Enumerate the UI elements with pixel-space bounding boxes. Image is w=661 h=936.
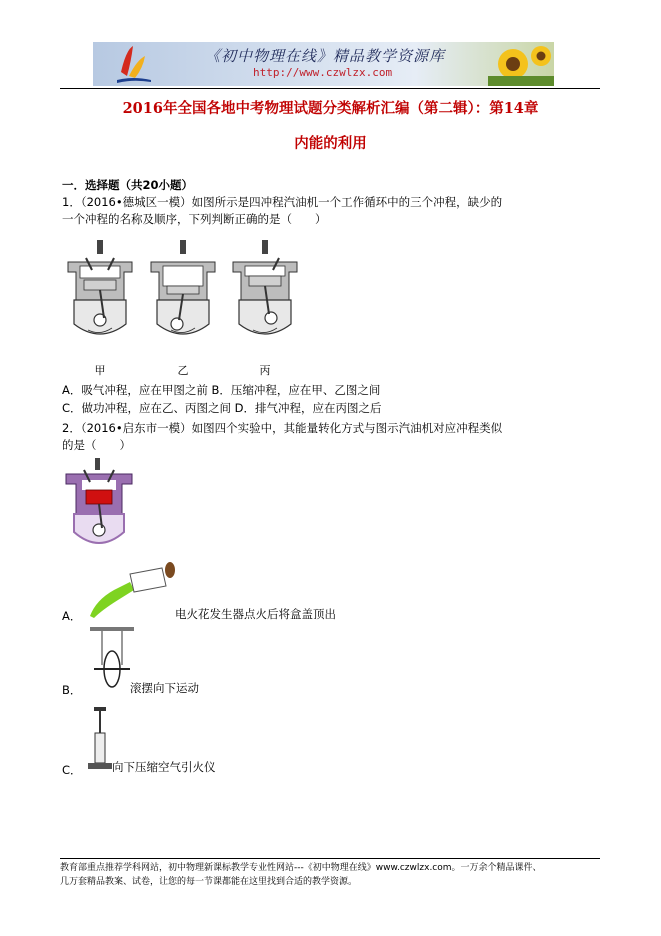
engine-diagram-bing: [229, 240, 301, 340]
spark-box-diagram: [86, 560, 182, 620]
caption-jia: 甲: [94, 364, 106, 377]
q2-option-c-text: 向下压缩空气引火仪: [112, 760, 216, 774]
caption-yi: 乙: [177, 364, 189, 377]
document-title-line2: 内能的利用: [294, 135, 367, 152]
header-banner: [93, 42, 554, 86]
q2-option-c-letter: C．: [62, 763, 82, 777]
footer-divider: [60, 858, 600, 859]
document-title-line1: 2016年全国各地中考物理试题分类解析汇编（第二辑）：第14章: [122, 100, 539, 117]
banner-url: http://www.czwlzx.com: [253, 66, 393, 79]
q2-option-b-text: 滚摆向下运动: [130, 681, 199, 695]
q1-options-line2: C．做功冲程，应在乙、丙图之间 D．排气冲程，应在丙图之后: [62, 401, 382, 415]
q2-option-b-letter: B．: [62, 683, 82, 697]
purple-engine-diagram: [64, 458, 134, 550]
banner-title: 《初中物理在线》精品教学资源库: [205, 47, 446, 65]
q1-options-line1: A．吸气冲程，应在甲图之前 B．压缩冲程，应在甲、乙图之间: [62, 383, 381, 397]
q1-stem-line2: 一个冲程的名称及顺序，下列判断正确的是（ ）: [62, 212, 327, 226]
engine-diagram-yi: [147, 240, 219, 340]
q1-stem-line1: 1．（2016•德城区一模）如图所示是四冲程汽油机一个工作循环中的三个冲程，缺少的: [62, 195, 503, 209]
footer-line2: 几万套精品教案、试卷，让您的每一节课都能在这里找到合适的教学资源。: [60, 877, 358, 887]
q2-stem-line1: 2．（2016•启东市一模）如图四个实验中，其能量转化方式与图示汽油机对应冲程类似: [62, 421, 503, 435]
header-divider: [60, 88, 600, 89]
caption-bing: 丙: [259, 364, 271, 377]
section-heading: 一．选择题（共20小题）: [62, 178, 194, 192]
q2-stem-line2: 的是（ ）: [62, 438, 131, 452]
footer-line1: 教育部重点推荐学科网站，初中物理新课标教学专业性网站---《初中物理在线》www.czwlzx.com。一万余个精品课件、: [60, 863, 542, 873]
q2-option-a-letter: A．: [62, 609, 82, 623]
q2-option-a-text: 电火花发生器点火后将盒盖顶出: [175, 607, 336, 621]
engine-diagram-jia: [64, 240, 136, 340]
